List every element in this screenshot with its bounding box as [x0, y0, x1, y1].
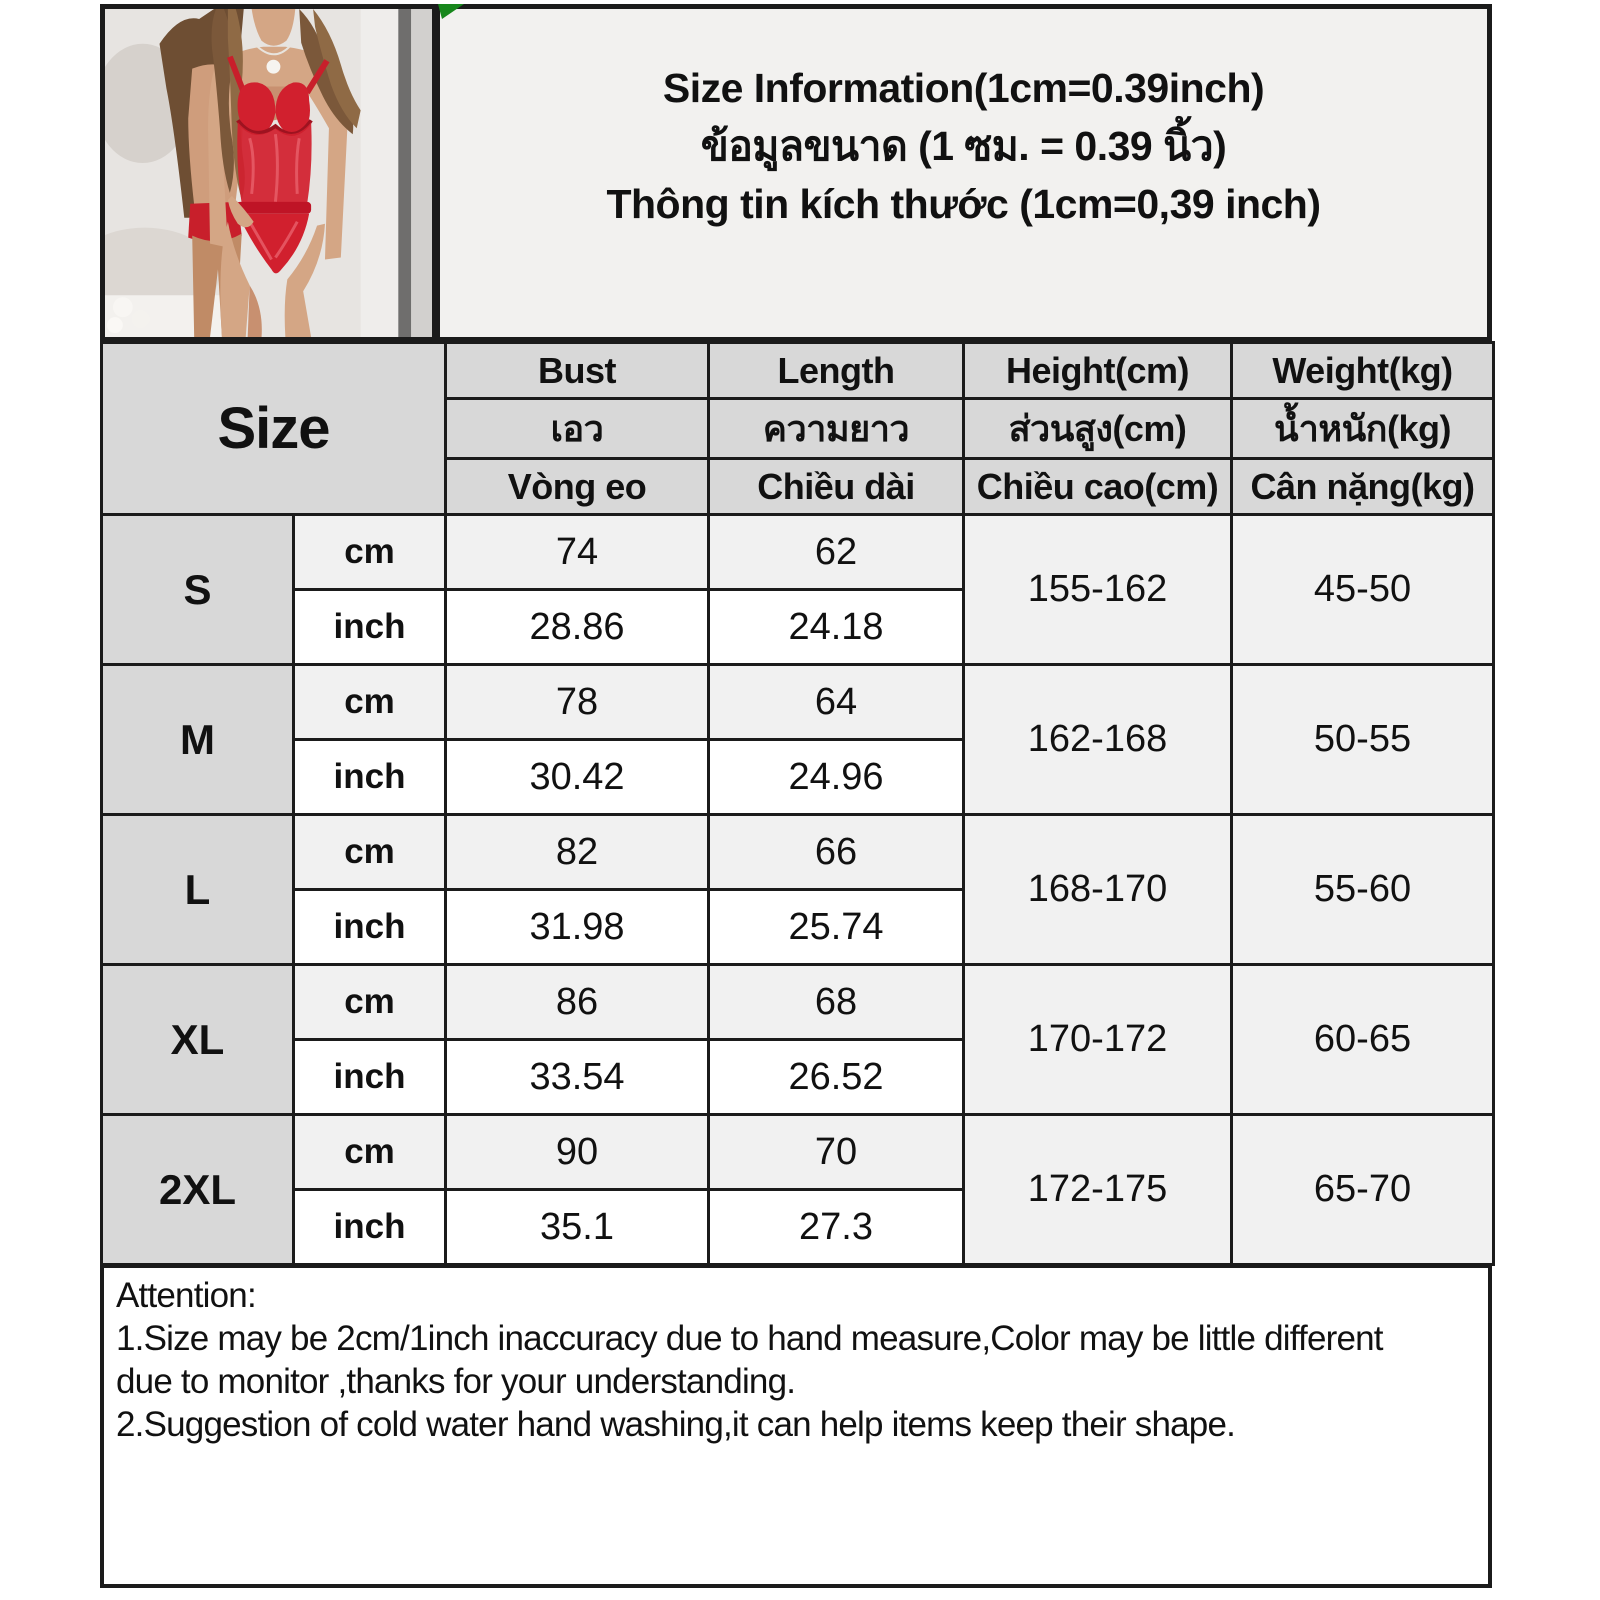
product-photo	[100, 4, 437, 342]
col-length-en: Length	[709, 343, 964, 399]
length-cm: 62	[709, 515, 964, 590]
size-value: S	[102, 515, 294, 665]
bust-cm: 74	[446, 515, 709, 590]
size-value: L	[102, 815, 294, 965]
weight-range: 45-50	[1232, 515, 1494, 665]
size-row-S	[102, 515, 1494, 665]
bust-inch: 30.42	[446, 740, 709, 815]
height-range: 162-168	[964, 665, 1232, 815]
unit-inch: inch	[294, 1040, 446, 1115]
length-inch: 24.96	[709, 740, 964, 815]
length-cm: 68	[709, 965, 964, 1040]
title-vietnamese: Thông tin kích thước (1cm=0,39 inch)	[606, 180, 1321, 227]
product-photo-illustration	[105, 9, 432, 337]
size-table	[100, 341, 1495, 1266]
unit-cm: cm	[294, 1115, 446, 1190]
green-corner-marker	[432, 4, 464, 19]
length-inch: 25.74	[709, 890, 964, 965]
bust-cm: 78	[446, 665, 709, 740]
unit-cm: cm	[294, 815, 446, 890]
length-inch: 24.18	[709, 590, 964, 665]
col-bust-vi: Vòng eo	[446, 459, 709, 515]
size-value: M	[102, 665, 294, 815]
attention-notes	[100, 1266, 1492, 1588]
col-bust-th: เอว	[446, 399, 709, 459]
bust-cm: 86	[446, 965, 709, 1040]
attention-title: Attention:	[116, 1276, 256, 1315]
bust-cm: 82	[446, 815, 709, 890]
title-thai: ข้อมูลขนาด (1 ซม. = 0.39 นิ้ว)	[700, 122, 1227, 169]
size-value: XL	[102, 965, 294, 1115]
unit-inch: inch	[294, 740, 446, 815]
attention-line-1: 1.Size may be 2cm/1inch inaccuracy due to hand measure,Color may be little different	[116, 1319, 1383, 1358]
col-weight-en: Weight(kg)	[1232, 343, 1494, 399]
attention-line-2: due to monitor ,thanks for your understanding.	[116, 1362, 796, 1401]
unit-inch: inch	[294, 1190, 446, 1265]
unit-cm: cm	[294, 515, 446, 590]
col-length-vi: Chiều dài	[709, 459, 964, 515]
bust-inch: 35.1	[446, 1190, 709, 1265]
header-row	[100, 4, 1492, 342]
col-height-vi: Chiều cao(cm)	[964, 459, 1232, 515]
length-cm: 70	[709, 1115, 964, 1190]
col-weight-th: น้ำหนัก(kg)	[1232, 399, 1494, 459]
length-cm: 64	[709, 665, 964, 740]
size-column-header: Size	[102, 343, 446, 515]
length-inch: 27.3	[709, 1190, 964, 1265]
col-length-th: ความยาว	[709, 399, 964, 459]
col-height-en: Height(cm)	[964, 343, 1232, 399]
length-inch: 26.52	[709, 1040, 964, 1115]
size-value: 2XL	[102, 1115, 294, 1265]
length-cm: 66	[709, 815, 964, 890]
size-row-M	[102, 665, 1494, 815]
height-range: 170-172	[964, 965, 1232, 1115]
size-row-L	[102, 815, 1494, 965]
unit-inch: inch	[294, 890, 446, 965]
height-range: 172-175	[964, 1115, 1232, 1265]
unit-cm: cm	[294, 665, 446, 740]
height-range: 168-170	[964, 815, 1232, 965]
unit-cm: cm	[294, 965, 446, 1040]
bust-inch: 33.54	[446, 1040, 709, 1115]
height-range: 155-162	[964, 515, 1232, 665]
col-bust-en: Bust	[446, 343, 709, 399]
title-english: Size Information(1cm=0.39inch)	[662, 64, 1265, 111]
title-box	[437, 4, 1492, 342]
bust-inch: 28.86	[446, 590, 709, 665]
size-row-2XL	[102, 1115, 1494, 1265]
unit-inch: inch	[294, 590, 446, 665]
attention-line-3: 2.Suggestion of cold water hand washing,it can help items keep their shape.	[116, 1405, 1236, 1444]
weight-range: 55-60	[1232, 815, 1494, 965]
size-row-XL	[102, 965, 1494, 1115]
col-weight-vi: Cân nặng(kg)	[1232, 459, 1494, 515]
size-chart-content	[100, 4, 1492, 1588]
bust-cm: 90	[446, 1115, 709, 1190]
col-height-th: ส่วนสูง(cm)	[964, 399, 1232, 459]
weight-range: 50-55	[1232, 665, 1494, 815]
weight-range: 65-70	[1232, 1115, 1494, 1265]
weight-range: 60-65	[1232, 965, 1494, 1115]
bust-inch: 31.98	[446, 890, 709, 965]
size-table-header	[102, 343, 1494, 515]
